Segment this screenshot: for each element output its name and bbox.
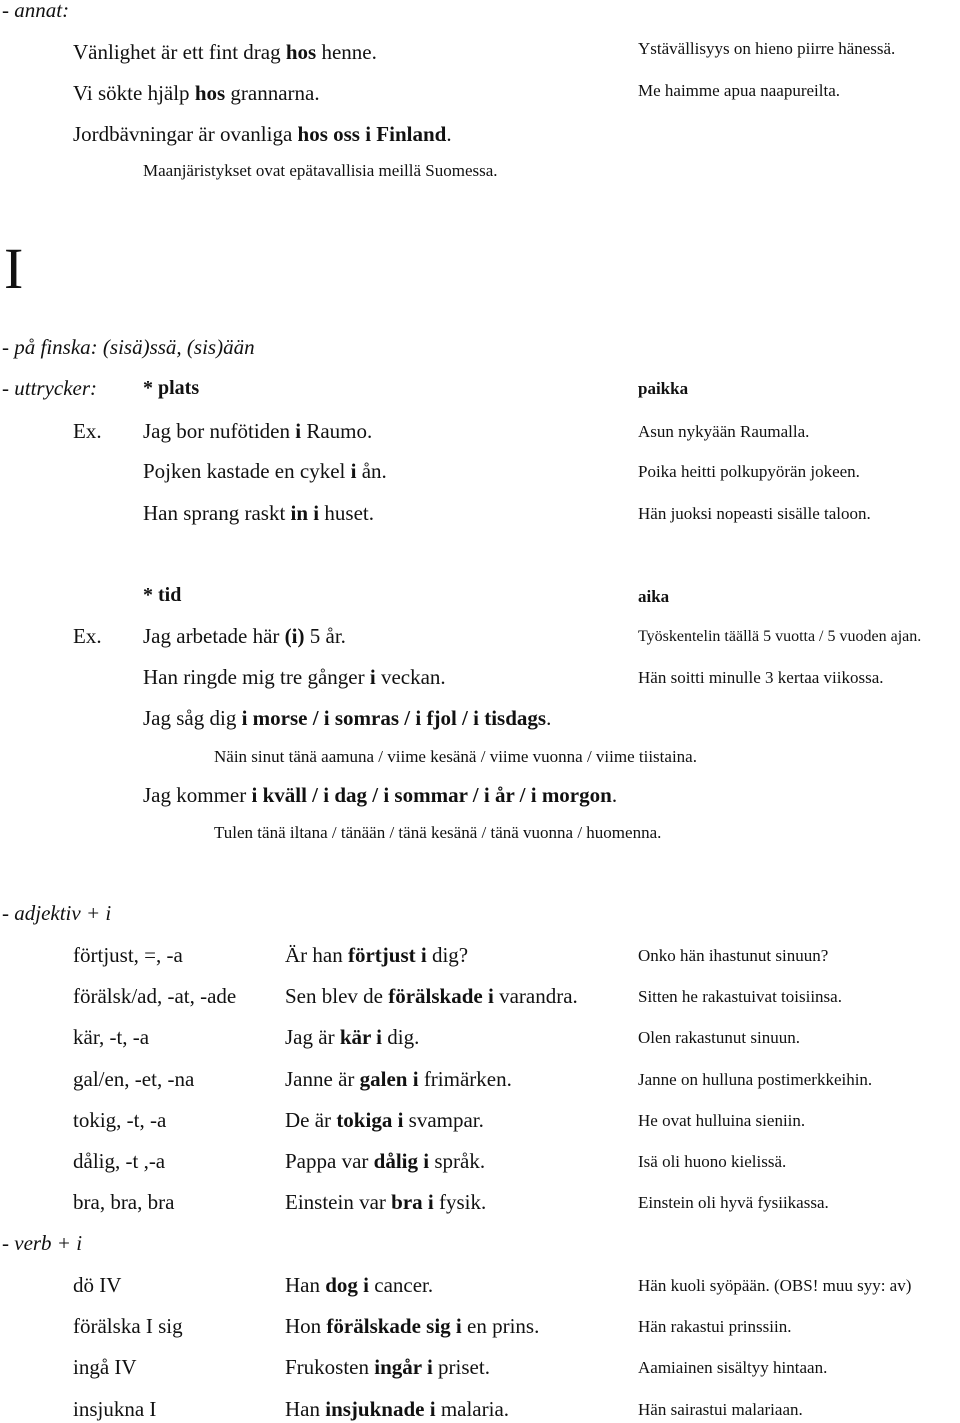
plain-text: Frukosten [285, 1355, 375, 1380]
verb-example-fi: Aamiainen sisältyy hintaan. [638, 1358, 828, 1378]
plain-text: Jordbävningar är ovanliga [73, 122, 298, 146]
plats-example-sv [143, 461, 387, 482]
annat-example-fi: Maanjäristykset ovat epätavallisia meillä Suomessa. [143, 161, 498, 180]
verb-example-fi: Hän sairastui malariaan. [638, 1399, 803, 1419]
adjektiv-example-fi: Onko hän ihastunut sinuun? [638, 946, 829, 965]
adjektiv-example-fi: Isä oli huono kielissä. [638, 1152, 787, 1171]
plats-example-fi: Asun nykyään Raumalla. [638, 422, 810, 441]
emphasis-text: i [295, 419, 302, 443]
plain-text: språk. [429, 1149, 486, 1173]
plain-text: Jag arbetade här [143, 624, 285, 648]
adjektiv-label: - adjektiv + i [2, 901, 112, 925]
verb-example-sv [285, 1316, 539, 1337]
plain-text: frimärken. [418, 1066, 512, 1091]
emphasis-text: förälskade sig i [326, 1314, 462, 1339]
annat-label: - annat: [2, 0, 70, 22]
tid-heading-fi: aika [638, 587, 670, 606]
adjektiv-word: dålig, -t ,-a [73, 1149, 166, 1173]
verb-example-sv [285, 1275, 433, 1296]
tid-example-sv [143, 667, 446, 688]
plats-example-sv [143, 421, 372, 442]
annat-example-fi: Ystävällisyys on hieno piirre hänessä. [638, 39, 896, 58]
plain-text: 5 år. [304, 624, 346, 648]
tid-example-fi: Työskentelin täällä 5 vuotta / 5 vuoden ajan. [638, 628, 922, 645]
emphasis-text: hos [194, 81, 226, 105]
plain-text: Jag såg dig [143, 706, 242, 730]
plain-text: Hon [285, 1314, 327, 1339]
plain-text: ån. [356, 459, 387, 483]
plats-heading-fi: paikka [638, 379, 689, 398]
plain-text: grannarna. [225, 81, 320, 105]
verb-word: ingå IV [73, 1355, 137, 1380]
emphasis-text: ingår i [374, 1355, 433, 1380]
emphasis-text: förtjust i [347, 943, 427, 967]
plats-example-sv [143, 503, 374, 524]
annat-example-fi: Me haimme apua naapureilta. [638, 81, 841, 100]
emphasis-text: bra i [391, 1190, 434, 1215]
emphasis-text: galen i [359, 1066, 419, 1091]
adjektiv-example-sv [285, 1066, 512, 1091]
plain-text: malaria. [435, 1396, 510, 1421]
annat-example-sv [73, 83, 320, 104]
adjektiv-example-sv [285, 1027, 419, 1048]
plain-text: dig? [426, 943, 469, 967]
plain-text: Pappa var [285, 1149, 374, 1173]
tid-example-sv [143, 626, 346, 647]
plain-text: huset. [319, 501, 374, 525]
plain-text: fysik. [433, 1190, 487, 1215]
adjektiv-example-fi: Janne on hulluna postimerkkeihin. [638, 1069, 873, 1089]
adjektiv-example-fi: Sitten he rakastuivat toisiinsa. [638, 987, 842, 1007]
verb-example-fi: Hän rakastui prinssiin. [638, 1317, 792, 1337]
plain-text: Jag bor nufötiden [143, 419, 296, 443]
emphasis-text: hos [285, 40, 317, 64]
verb-example-fi: Hän kuoli syöpään. (OBS! muu syy: av) [638, 1276, 912, 1295]
plain-text: Pojken kastade en cykel [143, 459, 351, 483]
plain-text: . [546, 706, 552, 730]
emphasis-text: hos oss i Finland [297, 122, 447, 146]
plain-text: en prins. [461, 1314, 540, 1339]
plain-text: Jag är [285, 1025, 340, 1050]
tid-example-sv [143, 708, 551, 729]
adjektiv-example-sv [285, 1192, 486, 1213]
plain-text: priset. [432, 1355, 490, 1380]
plain-text: henne. [316, 40, 377, 64]
plats-heading: * plats [143, 377, 200, 399]
emphasis-text: förälskade i [388, 984, 494, 1009]
plain-text: Raumo. [301, 419, 373, 443]
plats-example-fi: Hän juoksi nopeasti sisälle taloon. [638, 504, 871, 523]
adjektiv-example-sv [285, 945, 468, 966]
plain-text: Han [285, 1396, 326, 1421]
emphasis-text: i [350, 459, 357, 483]
preposition-title: I [4, 236, 24, 301]
adjektiv-word: kär, -t, -a [73, 1025, 150, 1050]
verb-example-sv [285, 1396, 510, 1421]
adjektiv-word: förälsk/ad, -at, -ade [73, 984, 237, 1009]
verb-label: - verb + i [2, 1231, 83, 1255]
adjektiv-example-fi: Einstein oli hyvä fysiikassa. [638, 1193, 829, 1213]
adjektiv-word: tokig, -t, -a [73, 1107, 167, 1132]
annat-example-sv [73, 124, 452, 145]
verb-word: förälska I sig [73, 1314, 183, 1339]
verb-example-sv [285, 1357, 490, 1378]
tid-example-fi: Näin sinut tänä aamuna / viime kesänä / viime vuonna / viime tiistaina. [214, 747, 697, 766]
emphasis-text: dålig i [373, 1149, 430, 1173]
adjektiv-example-sv [285, 1107, 484, 1132]
emphasis-text: (i) [284, 624, 305, 648]
plain-text: Vi sökte hjälp [73, 81, 195, 105]
plain-text: varandra. [493, 984, 578, 1009]
emphasis-text: dog i [325, 1273, 370, 1297]
emphasis-text: kär i [339, 1025, 383, 1050]
plain-text: dig. [382, 1025, 420, 1050]
plain-text: Jag kommer [143, 783, 252, 807]
adjektiv-example-sv [285, 1151, 485, 1172]
adjektiv-word: bra, bra, bra [73, 1190, 175, 1215]
uttrycker-label: - uttrycker: [2, 376, 98, 400]
plain-text: Einstein var [285, 1190, 392, 1215]
adjektiv-example-sv [285, 986, 578, 1007]
emphasis-text: tokiga i [336, 1107, 404, 1132]
adjektiv-example-fi: Olen rakastunut sinuun. [638, 1028, 800, 1048]
adjektiv-word: gal/en, -et, -na [73, 1066, 195, 1091]
emphasis-text: i morse / i somras / i fjol / i tisdags [241, 706, 547, 730]
verb-word: dö IV [73, 1273, 122, 1297]
tid-heading: * tid [143, 584, 182, 606]
adjektiv-example-fi: He ovat hulluina sieniin. [638, 1110, 806, 1130]
emphasis-text: in i [290, 501, 320, 525]
plain-text: Han [285, 1273, 326, 1297]
plain-text: De är [285, 1107, 337, 1132]
emphasis-text: insjuknade i [325, 1396, 436, 1421]
plain-text: cancer. [369, 1273, 434, 1297]
ex-label: Ex. [73, 624, 102, 648]
emphasis-text: i kväll / i dag / i sommar / i år / i morgon [251, 783, 612, 807]
plain-text: . [446, 122, 452, 146]
tid-example-fi: Hän soitti minulle 3 kertaa viikossa. [638, 668, 884, 687]
adjektiv-word: förtjust, =, -a [73, 943, 183, 967]
verb-word: insjukna I [73, 1396, 157, 1421]
plain-text: . [611, 783, 618, 807]
plain-text: Han ringde mig tre gånger [143, 665, 370, 689]
plats-example-fi: Poika heitti polkupyörän jokeen. [638, 462, 860, 481]
plain-text: Vänlighet är ett fint drag [73, 40, 286, 64]
plain-text: svampar. [403, 1107, 484, 1132]
plain-text: Han sprang raskt [143, 501, 291, 525]
emphasis-text: i [369, 665, 376, 689]
plain-text: Janne är [285, 1066, 360, 1091]
plain-text: veckan. [375, 665, 446, 689]
plain-text: Sen blev de [285, 984, 389, 1009]
finska-line: - på finska: (sisä)ssä, (sis)ään [2, 335, 255, 359]
ex-label: Ex. [73, 419, 102, 443]
annat-example-sv [73, 42, 377, 63]
tid-example-sv [143, 785, 617, 806]
plain-text: Är han [285, 943, 348, 967]
tid-example-fi: Tulen tänä iltana / tänään / tänä kesänä / tänä vuonna / huomenna. [214, 823, 662, 842]
